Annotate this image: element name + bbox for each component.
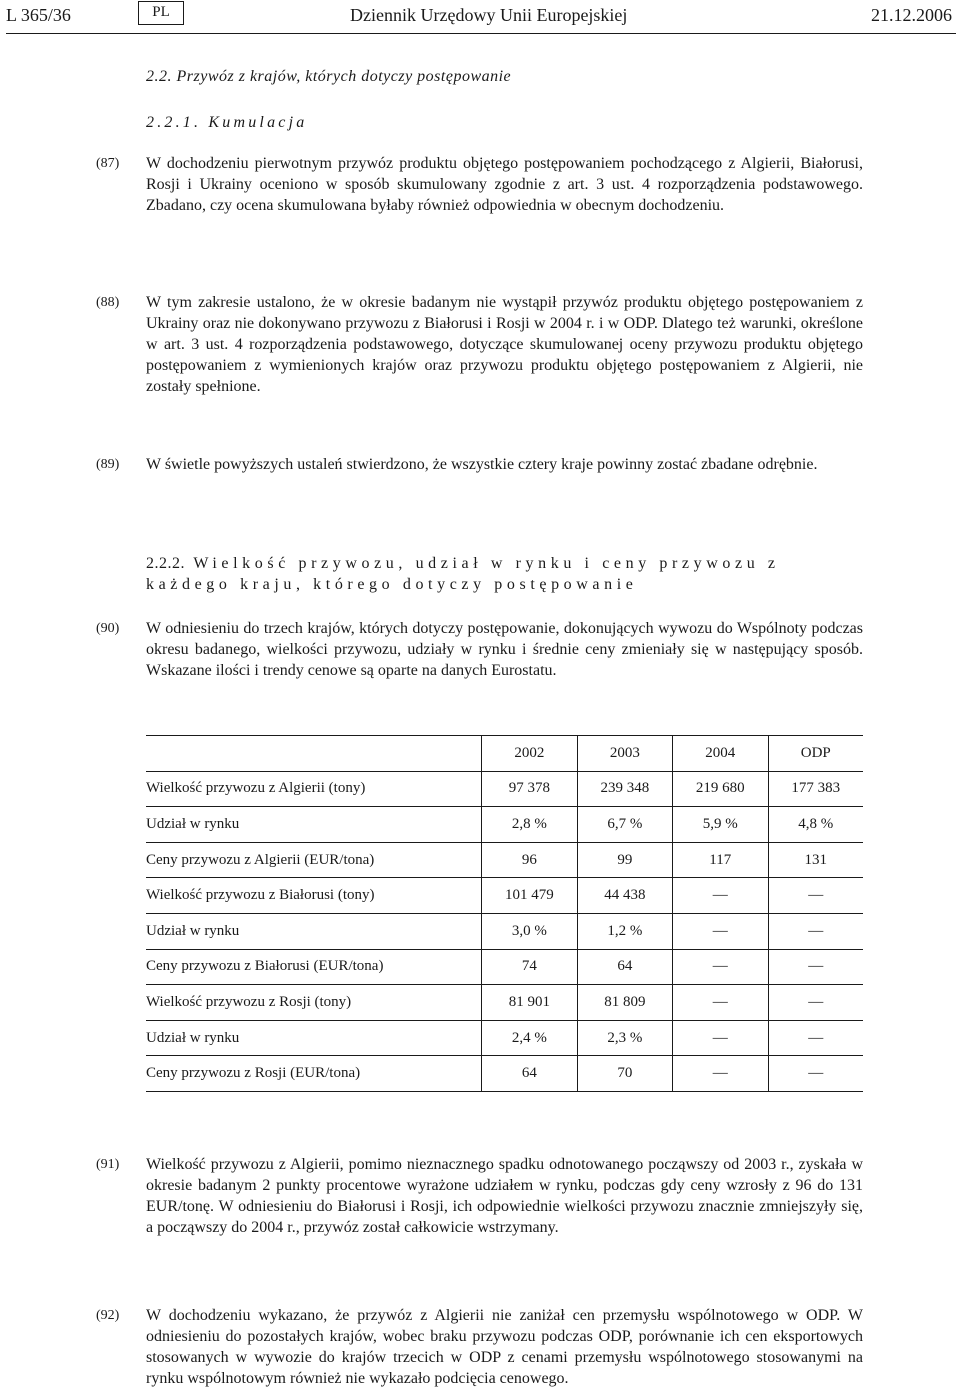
table-cell: — bbox=[673, 1056, 768, 1092]
table-row bbox=[146, 842, 863, 878]
table-cell: 2,4 % bbox=[482, 1020, 577, 1056]
column-header: 2004 bbox=[673, 736, 768, 772]
row-label: Udział w rynku bbox=[146, 807, 482, 843]
row-label: Udział w rynku bbox=[146, 1020, 482, 1056]
table-cell: — bbox=[768, 985, 863, 1021]
paragraph-text: W świetle powyższych ustaleń stwierdzono, że wszystkie cztery kraje powinny zostać zbadane odrębnie. bbox=[146, 456, 818, 473]
paragraph-text: W odniesieniu do trzech krajów, których dotyczy postępowanie, dokonujących wywozu do Wspólnoty podczas okresu badanego, wielkości przywozu, udziały w rynku i średnie ceny zmieniały się w następujący sposób. Wskazane ilości i trendy cenowe są oparte na danych Eurostatu. bbox=[146, 620, 863, 679]
table-cell: — bbox=[768, 1020, 863, 1056]
table-cell: — bbox=[768, 913, 863, 949]
paragraph-number: (91) bbox=[96, 1157, 120, 1172]
table-cell: 74 bbox=[482, 949, 577, 985]
table-cell: 2,8 % bbox=[482, 807, 577, 843]
paragraph-number: (90) bbox=[96, 621, 120, 636]
column-header: 2003 bbox=[577, 736, 672, 772]
journal-title: Dziennik Urzędowy Unii Europejskiej bbox=[350, 5, 628, 25]
page-number: L 365/36 bbox=[6, 5, 71, 25]
section-heading-2-2: 2.2. Przywóz z krajów, których dotyczy postępowanie bbox=[146, 68, 512, 85]
section-title: Wielkość przywozu, udział w rynku i ceny przywozu z każdego kraju, którego dotyczy postępowanie bbox=[146, 555, 780, 593]
language-badge: PL bbox=[138, 1, 184, 25]
table-header-row bbox=[146, 736, 863, 772]
table-cell: 96 bbox=[482, 842, 577, 878]
paragraph-text: Wielkość przywozu z Algierii, pomimo nieznacznego spadku odnotowanego począwszy od 2003 r., zyskała w okresie badanym 2 punkty procentowe wyrażone udziałem w rynku, podczas gdy ceny wzrosły z 96 do 131 EUR/tonę. W odniesieniu do Białorusi i Rosji, ich odpowiednie wielkości przywozu znacznie zmniejszyły się, a począwszy do 2004 r., przywóz został całkowicie wstrzymany. bbox=[146, 1156, 863, 1236]
table-cell: 2,3 % bbox=[577, 1020, 672, 1056]
paragraph-number: (87) bbox=[96, 156, 120, 171]
table-cell: 44 438 bbox=[577, 878, 672, 914]
paragraph-text: W dochodzeniu wykazano, że przywóz z Algierii nie zaniżał cen przemysłu wspólnotowego w ODP. W odniesieniu do pozostałych krajów, wobec braku przywozu podczas ODP, porównanie ich cen eksportowych stosowanych w wywozie do krajów trzecich w ODP z cenami przemysłu wspólnotowego stosowanymi na rynku wspólnotowym również nie wykazało podcięcia cenowego. bbox=[146, 1307, 863, 1387]
table-cell: — bbox=[673, 985, 768, 1021]
table-cell: 101 479 bbox=[482, 878, 577, 914]
table-cell: — bbox=[673, 913, 768, 949]
column-header: 2002 bbox=[482, 736, 577, 772]
table-cell: 70 bbox=[577, 1056, 672, 1092]
table-cell: 219 680 bbox=[673, 771, 768, 807]
table-cell: — bbox=[673, 878, 768, 914]
paragraph-number: (92) bbox=[96, 1308, 120, 1323]
table-cell: 239 348 bbox=[577, 771, 672, 807]
table-cell: 3,0 % bbox=[482, 913, 577, 949]
row-label: Ceny przywozu z Rosji (EUR/tona) bbox=[146, 1056, 482, 1092]
table-row bbox=[146, 1056, 863, 1092]
table-cell: 64 bbox=[577, 949, 672, 985]
table-cell: 97 378 bbox=[482, 771, 577, 807]
page-header bbox=[6, 4, 956, 30]
table-cell: 5,9 % bbox=[673, 807, 768, 843]
table-cell: — bbox=[673, 1020, 768, 1056]
table-row bbox=[146, 878, 863, 914]
paragraph-number: (89) bbox=[96, 457, 120, 472]
table-row bbox=[146, 771, 863, 807]
table-cell: 81 809 bbox=[577, 985, 672, 1021]
paragraph-text: W tym zakresie ustalono, że w okresie badanym nie wystąpił przywóz produktu objętego postępowaniem z Ukrainy oraz nie dokonywano przywozu z Białorusi i Rosji w 2004 r. i w ODP. Dlatego też warunki, określone w art. 3 ust. 4 rozporządzenia podstawowego, dotyczące skumulowanej oceny przywozu produktu objętego postępowaniem z wymienionych krajów oraz przywozu produktu objętego postępowaniem z Algierii, nie zostały spełnione. bbox=[146, 294, 863, 395]
table-cell: 131 bbox=[768, 842, 863, 878]
publication-date: 21.12.2006 bbox=[871, 5, 952, 25]
table-cell: — bbox=[768, 949, 863, 985]
paragraph-number: (88) bbox=[96, 295, 120, 310]
paragraph-text: W dochodzeniu pierwotnym przywóz produktu objętego postępowaniem pochodzącego z Algierii, Białorusi, Rosji i Ukrainy oceniono w sposób skumulowany zgodnie z art. 3 ust. 4 rozporządzenia podstawowego. Zbadano, czy ocena skumulowana byłaby również odpowiednia w obecnym dochodzeniu. bbox=[146, 155, 863, 214]
table-row bbox=[146, 985, 863, 1021]
table-row bbox=[146, 807, 863, 843]
row-label: Udział w rynku bbox=[146, 913, 482, 949]
section-number: 2.2.2. bbox=[146, 555, 185, 572]
column-header: ODP bbox=[768, 736, 863, 772]
table-cell: — bbox=[673, 949, 768, 985]
row-label: Wielkość przywozu z Białorusi (tony) bbox=[146, 878, 482, 914]
table-cell: 177 383 bbox=[768, 771, 863, 807]
row-label: Ceny przywozu z Białorusi (EUR/tona) bbox=[146, 949, 482, 985]
table-row bbox=[146, 949, 863, 985]
table-cell: 64 bbox=[482, 1056, 577, 1092]
section-heading-2-2-1: 2.2.1. Kumulacja bbox=[146, 114, 308, 131]
import-data-table bbox=[146, 735, 863, 1092]
table-cell: — bbox=[768, 878, 863, 914]
table-cell: 81 901 bbox=[482, 985, 577, 1021]
header-divider bbox=[6, 33, 956, 34]
table-cell: 4,8 % bbox=[768, 807, 863, 843]
table-cell: 117 bbox=[673, 842, 768, 878]
table-row bbox=[146, 913, 863, 949]
table-cell: 99 bbox=[577, 842, 672, 878]
row-label: Wielkość przywozu z Algierii (tony) bbox=[146, 771, 482, 807]
table-row bbox=[146, 1020, 863, 1056]
table-cell: 6,7 % bbox=[577, 807, 672, 843]
row-label: Ceny przywozu z Algierii (EUR/tona) bbox=[146, 842, 482, 878]
row-label: Wielkość przywozu z Rosji (tony) bbox=[146, 985, 482, 1021]
section-heading-2-2-2 bbox=[146, 553, 866, 595]
table-cell: — bbox=[768, 1056, 863, 1092]
table-cell: 1,2 % bbox=[577, 913, 672, 949]
